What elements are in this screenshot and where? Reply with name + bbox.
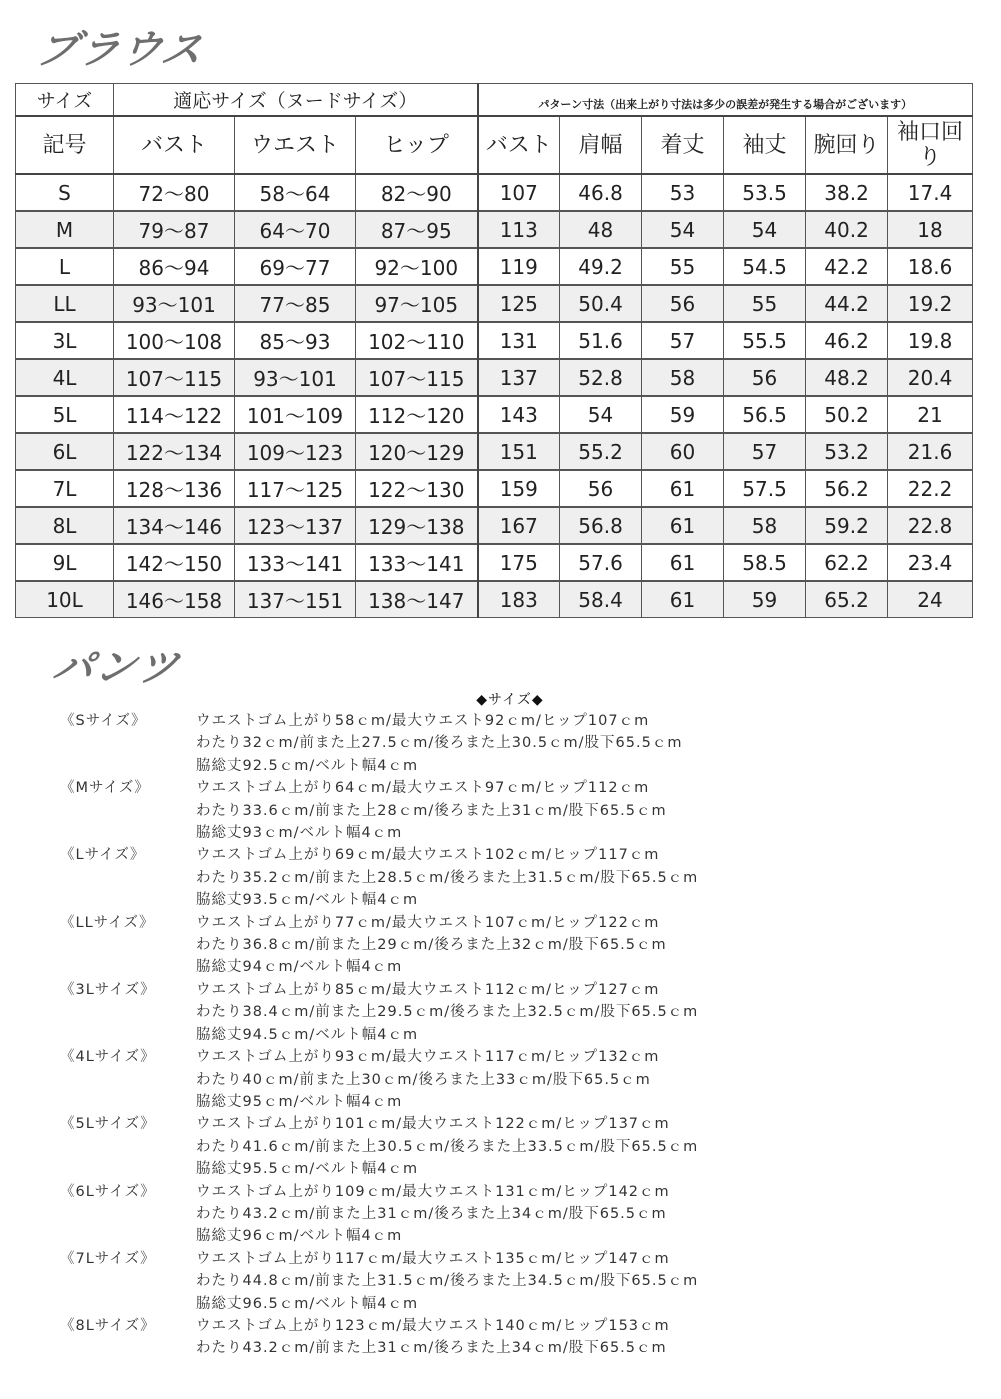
table-cell: 21 (888, 396, 973, 433)
pants-size-entry (60, 777, 990, 844)
pants-spec-line (60, 844, 990, 866)
pants-spec-line (60, 979, 990, 1001)
table-cell: 57 (724, 433, 806, 470)
pattern-size-group-header: パターン寸法（出来上がり寸法は多少の誤差が発生する場合がございます） (478, 84, 973, 117)
table-cell: 167 (478, 507, 560, 544)
pants-spec-text: ウエストゴム上がり123ｃm/最大ウエスト140ｃm/ヒップ153ｃm (196, 1317, 670, 1334)
table-body (16, 174, 973, 618)
pants-spec-text: ウエストゴム上がり101ｃm/最大ウエスト122ｃm/ヒップ137ｃm (196, 1116, 670, 1133)
table-cell: 107〜115 (356, 359, 478, 396)
table-cell: 79〜87 (114, 211, 235, 248)
table-cell: 122〜130 (356, 470, 478, 507)
table-cell: 93〜101 (235, 359, 356, 396)
table-cell: 93〜101 (114, 285, 235, 322)
table-cell: 24 (888, 581, 973, 618)
table-cell: 58.4 (560, 581, 642, 618)
table-cell: 19.2 (888, 285, 973, 322)
column-header: ヒップ (356, 116, 478, 174)
pants-spec-line (60, 867, 990, 889)
pants-size-entry (60, 1046, 990, 1113)
pants-spec-line (60, 755, 990, 777)
table-cell: 57.5 (724, 470, 806, 507)
pants-spec-text: ウエストゴム上がり85ｃm/最大ウエスト112ｃm/ヒップ127ｃm (196, 981, 660, 998)
table-cell: 159 (478, 470, 560, 507)
pants-spec-line (60, 1001, 990, 1023)
table-cell: 62.2 (806, 544, 888, 581)
pants-spec-line (60, 1046, 990, 1068)
table-cell: 20.4 (888, 359, 973, 396)
table-cell: 53.5 (724, 174, 806, 211)
pants-size-label: 《Mサイズ》 (60, 780, 150, 797)
pants-spec-text: わたり43.2ｃm/前また上31ｃm/後ろまた上34ｃm/股下65.5ｃm (196, 1340, 667, 1357)
table-cell: 97〜105 (356, 285, 478, 322)
size-code-cell: 4L (16, 359, 114, 396)
size-code-cell: 9L (16, 544, 114, 581)
table-cell: 42.2 (806, 248, 888, 285)
table-cell: 44.2 (806, 285, 888, 322)
table-row (16, 581, 973, 618)
pants-spec-text: わたり36.8ｃm/前また上29ｃm/後ろまた上32ｃm/股下65.5ｃm (196, 937, 667, 954)
table-cell: 48 (560, 211, 642, 248)
table-cell: 54.5 (724, 248, 806, 285)
pants-spec-line (60, 822, 990, 844)
table-cell: 56 (560, 470, 642, 507)
pants-spec-line (60, 800, 990, 822)
pants-size-entry (60, 979, 990, 1046)
size-code-cell: L (16, 248, 114, 285)
table-cell: 137〜151 (235, 581, 356, 618)
table-column-header-row (16, 116, 973, 174)
table-row (16, 248, 973, 285)
table-cell: 54 (642, 211, 724, 248)
pants-spec-text: 脇総丈94.5ｃm/ベルト幅4ｃm (196, 1026, 419, 1043)
table-cell: 21.6 (888, 433, 973, 470)
table-cell: 138〜147 (356, 581, 478, 618)
pants-spec-line (60, 934, 990, 956)
table-row (16, 433, 973, 470)
table-cell: 61 (642, 581, 724, 618)
pants-size-entry (60, 1248, 990, 1315)
pants-spec-line (60, 1136, 990, 1158)
table-cell: 61 (642, 470, 724, 507)
pants-spec-line (60, 1270, 990, 1292)
table-row (16, 396, 973, 433)
table-cell: 57 (642, 322, 724, 359)
pants-size-label: 《8Lサイズ》 (60, 1317, 156, 1334)
pants-spec-text: 脇総丈94ｃm/ベルト幅4ｃm (196, 959, 403, 976)
pants-spec-line (60, 1225, 990, 1247)
pants-size-entry (60, 1181, 990, 1248)
table-cell: 51.6 (560, 322, 642, 359)
column-header: バスト (114, 116, 235, 174)
size-code-cell: 3L (16, 322, 114, 359)
table-cell: 86〜94 (114, 248, 235, 285)
pants-size-heading: ◆サイズ◆ (476, 692, 544, 708)
column-header: 肩幅 (560, 116, 642, 174)
table-cell: 77〜85 (235, 285, 356, 322)
table-cell: 55.2 (560, 433, 642, 470)
pants-spec-line (60, 912, 990, 934)
pants-spec-line (60, 1069, 990, 1091)
pants-size-label: 《Sサイズ》 (60, 713, 147, 729)
column-header: ウエスト (235, 116, 356, 174)
table-row (16, 285, 973, 322)
table-cell: 137 (478, 359, 560, 396)
table-cell: 175 (478, 544, 560, 581)
table-cell: 72〜80 (114, 174, 235, 211)
pants-spec-line (60, 777, 990, 799)
pants-spec-line (60, 710, 990, 732)
table-cell: 55.5 (724, 322, 806, 359)
pants-spec-text: ウエストゴム上がり109ｃm/最大ウエスト131ｃm/ヒップ142ｃm (196, 1183, 670, 1200)
pants-spec-text: 脇総丈93ｃm/ベルト幅4ｃm (196, 825, 403, 842)
pants-size-label: 《7Lサイズ》 (60, 1250, 156, 1267)
table-cell: 65.2 (806, 581, 888, 618)
pants-spec-text: ウエストゴム上がり58ｃm/最大ウエスト92ｃm/ヒップ107ｃm (196, 713, 650, 729)
table-cell: 120〜129 (356, 433, 478, 470)
column-header: 袖丈 (724, 116, 806, 174)
table-row (16, 211, 973, 248)
blouse-section-title: ブラウス (32, 26, 210, 73)
table-cell: 125 (478, 285, 560, 322)
table-cell: 119 (478, 248, 560, 285)
pants-spec-text: わたり33.6ｃm/前また上28ｃm/後ろまた上31ｃm/股下65.5ｃm (196, 802, 667, 819)
table-cell: 101〜109 (235, 396, 356, 433)
pants-spec-text: ウエストゴム上がり93ｃm/最大ウエスト117ｃm/ヒップ132ｃm (196, 1049, 660, 1066)
table-cell: 58〜64 (235, 174, 356, 211)
pants-spec-text: 脇総丈95ｃm/ベルト幅4ｃm (196, 1093, 403, 1110)
table-row (16, 507, 973, 544)
pants-size-label: 《6Lサイズ》 (60, 1183, 156, 1200)
table-cell: 38.2 (806, 174, 888, 211)
size-code-cell: S (16, 174, 114, 211)
table-cell: 59 (642, 396, 724, 433)
table-cell: 107 (478, 174, 560, 211)
pants-spec-line (60, 889, 990, 911)
table-cell: 22.8 (888, 507, 973, 544)
table-cell: 82〜90 (356, 174, 478, 211)
nude-size-group-header: 適応サイズ（ヌードサイズ） (114, 84, 478, 117)
column-header: 腕回り (806, 116, 888, 174)
pants-spec-text: 脇総丈92.5ｃm/ベルト幅4ｃm (196, 757, 419, 774)
table-cell: 107〜115 (114, 359, 235, 396)
pants-spec-text: ウエストゴム上がり77ｃm/最大ウエスト107ｃm/ヒップ122ｃm (196, 914, 660, 931)
table-cell: 54 (724, 211, 806, 248)
table-cell: 56 (642, 285, 724, 322)
pants-spec-line (60, 956, 990, 978)
table-cell: 60 (642, 433, 724, 470)
table-cell: 142〜150 (114, 544, 235, 581)
pants-size-label: 《4Lサイズ》 (60, 1049, 156, 1066)
table-cell: 17.4 (888, 174, 973, 211)
pants-size-label: 《LLサイズ》 (60, 914, 155, 931)
pants-entries (60, 710, 990, 1360)
table-cell: 122〜134 (114, 433, 235, 470)
blouse-size-table (15, 83, 973, 618)
pants-spec-text: ウエストゴム上がり69ｃm/最大ウエスト102ｃm/ヒップ117ｃm (196, 847, 660, 864)
table-cell: 143 (478, 396, 560, 433)
size-group-header: サイズ (16, 84, 114, 117)
pants-spec-line (60, 1113, 990, 1135)
pants-spec-line (60, 1315, 990, 1337)
size-code-cell: 5L (16, 396, 114, 433)
pants-spec-line (60, 1091, 990, 1113)
size-code-cell: M (16, 211, 114, 248)
table-cell: 53.2 (806, 433, 888, 470)
table-cell: 123〜137 (235, 507, 356, 544)
pants-spec-line (60, 1203, 990, 1225)
table-cell: 112〜120 (356, 396, 478, 433)
table-cell: 117〜125 (235, 470, 356, 507)
table-row (16, 470, 973, 507)
table-cell: 134〜146 (114, 507, 235, 544)
table-cell: 50.4 (560, 285, 642, 322)
pants-spec-text: わたり32ｃm/前また上27.5ｃm/後ろまた上30.5ｃm/股下65.5ｃm (196, 735, 683, 752)
table-cell: 183 (478, 581, 560, 618)
table-cell: 109〜123 (235, 433, 356, 470)
pants-size-entry (60, 1315, 990, 1360)
table-cell: 59 (724, 581, 806, 618)
pants-spec-text: わたり40ｃm/前また上30ｃm/後ろまた上33ｃm/股下65.5ｃm (196, 1071, 651, 1088)
pants-spec-line (60, 1024, 990, 1046)
table-cell: 131 (478, 322, 560, 359)
pants-size-entry (60, 1113, 990, 1180)
table-cell: 129〜138 (356, 507, 478, 544)
pants-size-entry (60, 912, 990, 979)
column-header: バスト (478, 116, 560, 174)
pants-size-label: 《3Lサイズ》 (60, 981, 156, 998)
size-code-cell: 10L (16, 581, 114, 618)
pants-spec-text: 脇総丈95.5ｃm/ベルト幅4ｃm (196, 1161, 419, 1178)
table-cell: 56.2 (806, 470, 888, 507)
table-cell: 18.6 (888, 248, 973, 285)
pants-spec-text: ウエストゴム上がり64ｃm/最大ウエスト97ｃm/ヒップ112ｃm (196, 780, 650, 797)
table-cell: 59.2 (806, 507, 888, 544)
table-cell: 64〜70 (235, 211, 356, 248)
size-code-cell: 6L (16, 433, 114, 470)
table-cell: 50.2 (806, 396, 888, 433)
table-cell: 69〜77 (235, 248, 356, 285)
pants-spec-text: 脇総丈93.5ｃm/ベルト幅4ｃm (196, 892, 419, 909)
table-cell: 100〜108 (114, 322, 235, 359)
table-cell: 46.2 (806, 322, 888, 359)
table-row (16, 174, 973, 211)
table-cell: 61 (642, 544, 724, 581)
pants-section-title: パンツ (48, 644, 185, 691)
table-cell: 114〜122 (114, 396, 235, 433)
table-cell: 46.8 (560, 174, 642, 211)
table-cell: 52.8 (560, 359, 642, 396)
table-cell: 56.8 (560, 507, 642, 544)
pants-size-list (60, 690, 990, 1360)
table-row (16, 359, 973, 396)
size-code-cell: 8L (16, 507, 114, 544)
table-row (16, 322, 973, 359)
table-row (16, 544, 973, 581)
pants-spec-text: 脇総丈96ｃm/ベルト幅4ｃm (196, 1228, 403, 1245)
table-cell: 151 (478, 433, 560, 470)
pants-spec-line (60, 732, 990, 754)
table-group-header-row (16, 84, 973, 117)
table-cell: 40.2 (806, 211, 888, 248)
table-cell: 92〜100 (356, 248, 478, 285)
table-cell: 102〜110 (356, 322, 478, 359)
table-cell: 146〜158 (114, 581, 235, 618)
pants-spec-text: 脇総丈96.5ｃm/ベルト幅4ｃm (196, 1295, 419, 1312)
table-cell: 18 (888, 211, 973, 248)
table-cell: 53 (642, 174, 724, 211)
pants-spec-text: わたり41.6ｃm/前また上30.5ｃm/後ろまた上33.5ｃm/股下65.5ｃm (196, 1138, 699, 1155)
pants-size-label: 《Lサイズ》 (60, 847, 146, 864)
pants-spec-text: ウエストゴム上がり117ｃm/最大ウエスト135ｃm/ヒップ147ｃm (196, 1250, 670, 1267)
pants-spec-text: わたり43.2ｃm/前また上31ｃm/後ろまた上34ｃm/股下65.5ｃm (196, 1205, 667, 1222)
pants-spec-line (60, 1181, 990, 1203)
table-cell: 57.6 (560, 544, 642, 581)
table-cell: 22.2 (888, 470, 973, 507)
table-cell: 133〜141 (356, 544, 478, 581)
pants-spec-text: わたり38.4ｃm/前また上29.5ｃm/後ろまた上32.5ｃm/股下65.5ｃm (196, 1004, 699, 1021)
pants-size-label: 《5Lサイズ》 (60, 1116, 156, 1133)
size-code-cell: LL (16, 285, 114, 322)
size-code-cell: 7L (16, 470, 114, 507)
table-cell: 128〜136 (114, 470, 235, 507)
pants-spec-text: わたり35.2ｃm/前また上28.5ｃm/後ろまた上31.5ｃm/股下65.5ｃm (196, 869, 699, 886)
table-cell: 56.5 (724, 396, 806, 433)
table-cell: 48.2 (806, 359, 888, 396)
table-cell: 85〜93 (235, 322, 356, 359)
table-cell: 58 (642, 359, 724, 396)
table-cell: 87〜95 (356, 211, 478, 248)
pants-spec-text: わたり44.8ｃm/前また上31.5ｃm/後ろまた上34.5ｃm/股下65.5ｃm (196, 1273, 699, 1290)
column-header: 袖口回り (888, 116, 973, 174)
table-cell: 54 (560, 396, 642, 433)
pants-spec-line (60, 1293, 990, 1315)
pants-size-entry (60, 710, 990, 777)
table-cell: 113 (478, 211, 560, 248)
table-cell: 61 (642, 507, 724, 544)
table-cell: 133〜141 (235, 544, 356, 581)
table-cell: 55 (642, 248, 724, 285)
table-cell: 58.5 (724, 544, 806, 581)
table-cell: 49.2 (560, 248, 642, 285)
pants-spec-line (60, 1248, 990, 1270)
table-cell: 23.4 (888, 544, 973, 581)
table-cell: 58 (724, 507, 806, 544)
column-header: 記号 (16, 116, 114, 174)
pants-size-entry (60, 844, 990, 911)
table-cell: 56 (724, 359, 806, 396)
pants-spec-line (60, 1337, 990, 1359)
pants-spec-line (60, 1158, 990, 1180)
table-cell: 19.8 (888, 322, 973, 359)
table-cell: 55 (724, 285, 806, 322)
column-header: 着丈 (642, 116, 724, 174)
